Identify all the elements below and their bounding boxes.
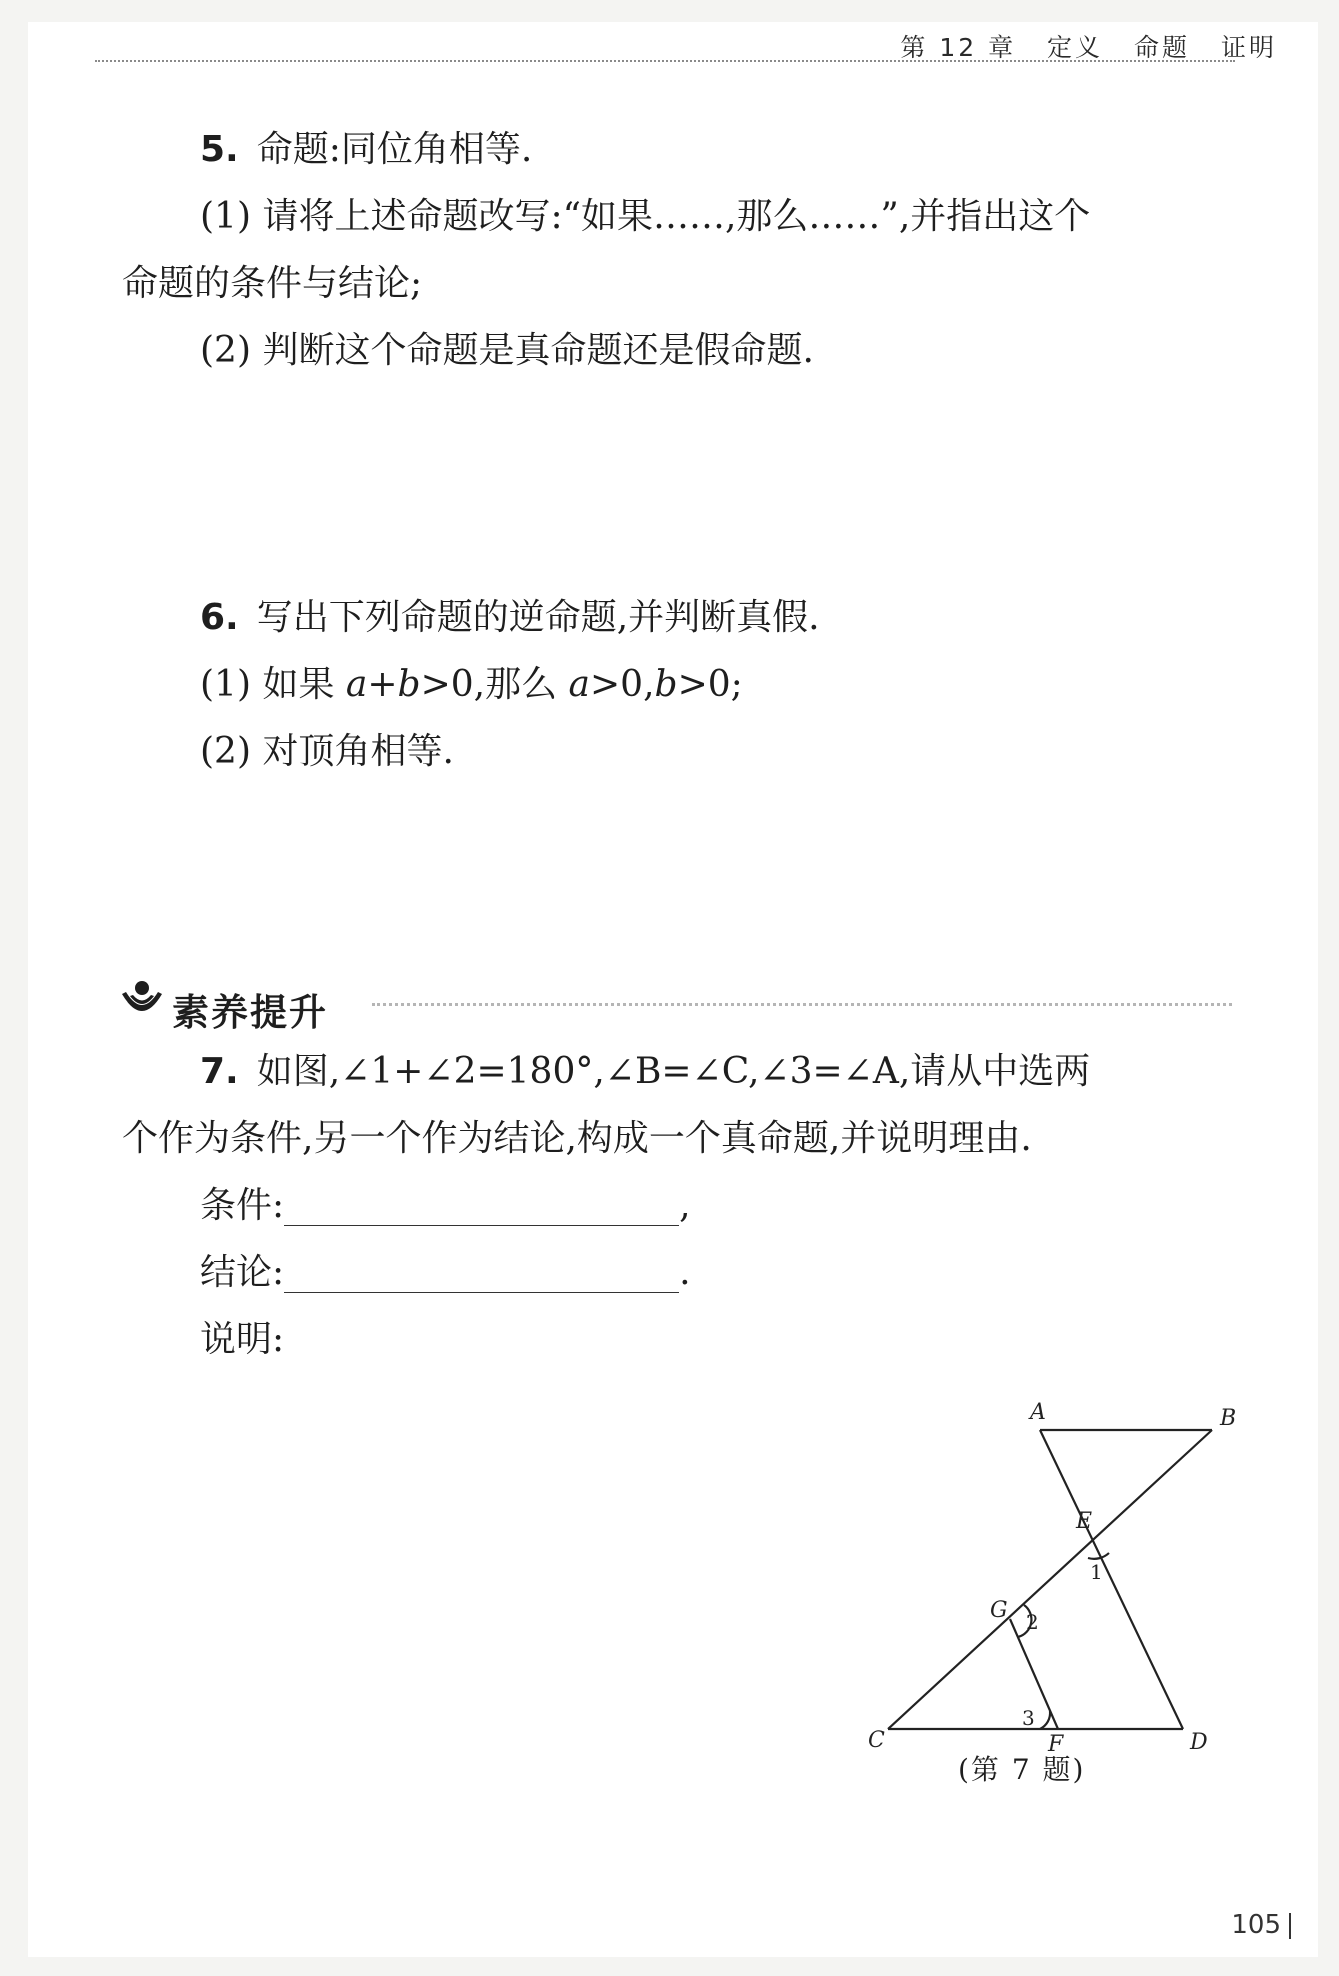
q6-sub1-mid2: >0,	[590, 664, 655, 705]
q7-stem	[200, 1052, 1090, 1092]
q6-sub1-mid: >0,那么	[420, 664, 569, 705]
conclusion-blank[interactable]	[284, 1260, 679, 1293]
q6-number: 6.	[200, 597, 239, 638]
q7-line2: 个作为条件,另一个作为结论,构成一个真命题,并说明理由.	[122, 1118, 1032, 1159]
angle-3-arc	[1040, 1711, 1050, 1729]
label-C: C	[868, 1728, 885, 1753]
q7-explain-label: 说明:	[200, 1319, 285, 1360]
plus-sign: +	[367, 664, 398, 705]
q5-number: 5.	[200, 129, 239, 170]
q7-condition-row	[200, 1186, 691, 1226]
q5-sub1-line1: (1) 请将上述命题改写:“如果……,那么……”,并指出这个	[200, 196, 1091, 237]
conclusion-end: .	[679, 1252, 691, 1293]
var-a: a	[568, 664, 591, 705]
segment-AD	[1040, 1430, 1183, 1729]
angle-label-3: 3	[1022, 1706, 1035, 1730]
figure-caption: (第 7 题)	[958, 1753, 1086, 1786]
chapter-label: 第 12 章	[900, 33, 1017, 62]
geometry-figure	[840, 1395, 1260, 1755]
q6-stem	[200, 598, 820, 638]
segment-BC	[888, 1430, 1212, 1729]
label-B: B	[1220, 1406, 1237, 1431]
label-E: E	[1076, 1509, 1093, 1534]
q6-sub1-prefix: (1) 如果	[200, 664, 346, 705]
label-D: D	[1190, 1730, 1208, 1755]
running-header	[880, 28, 1277, 64]
q6-sub1-end: >0;	[677, 664, 743, 705]
header-part-proposition: 命题	[1134, 33, 1191, 62]
header-part-definition: 定义	[1047, 33, 1104, 62]
condition-label: 条件:	[200, 1185, 285, 1226]
q5-sub1-line2: 命题的条件与结论;	[122, 263, 423, 304]
q5-stem	[200, 130, 532, 170]
section-logo-icon	[118, 976, 166, 1024]
label-F: F	[1048, 1732, 1064, 1755]
q7-number: 7.	[200, 1051, 239, 1092]
q6-sub2: (2) 对顶角相等.	[200, 731, 454, 772]
angle-label-1: 1	[1090, 1560, 1103, 1584]
condition-blank[interactable]	[284, 1193, 679, 1226]
q6-text: 写出下列命题的逆命题,并判断真假.	[256, 597, 820, 638]
header-divider	[95, 60, 1235, 62]
q6-sub1	[200, 665, 743, 705]
q7-conclusion-row	[200, 1253, 691, 1293]
q5-sub2: (2) 判断这个命题是真命题还是假命题.	[200, 330, 814, 371]
page-number: 105	[1231, 1910, 1291, 1940]
q5-text: 命题:同位角相等.	[256, 129, 533, 170]
var-a: a	[345, 664, 368, 705]
section-title: 素养提升	[172, 991, 328, 1034]
condition-end: ,	[679, 1185, 691, 1226]
label-A: A	[1030, 1400, 1046, 1425]
angle-label-2: 2	[1026, 1610, 1039, 1634]
var-b: b	[654, 664, 678, 705]
var-b: b	[397, 664, 421, 705]
label-G: G	[990, 1598, 1008, 1623]
conclusion-label: 结论:	[200, 1252, 285, 1293]
q7-line1: 如图,∠1+∠2=180°,∠B=∠C,∠3=∠A,请从中选两	[256, 1051, 1091, 1092]
header-part-proof: 证明	[1220, 33, 1277, 62]
section-divider	[372, 1003, 1232, 1006]
